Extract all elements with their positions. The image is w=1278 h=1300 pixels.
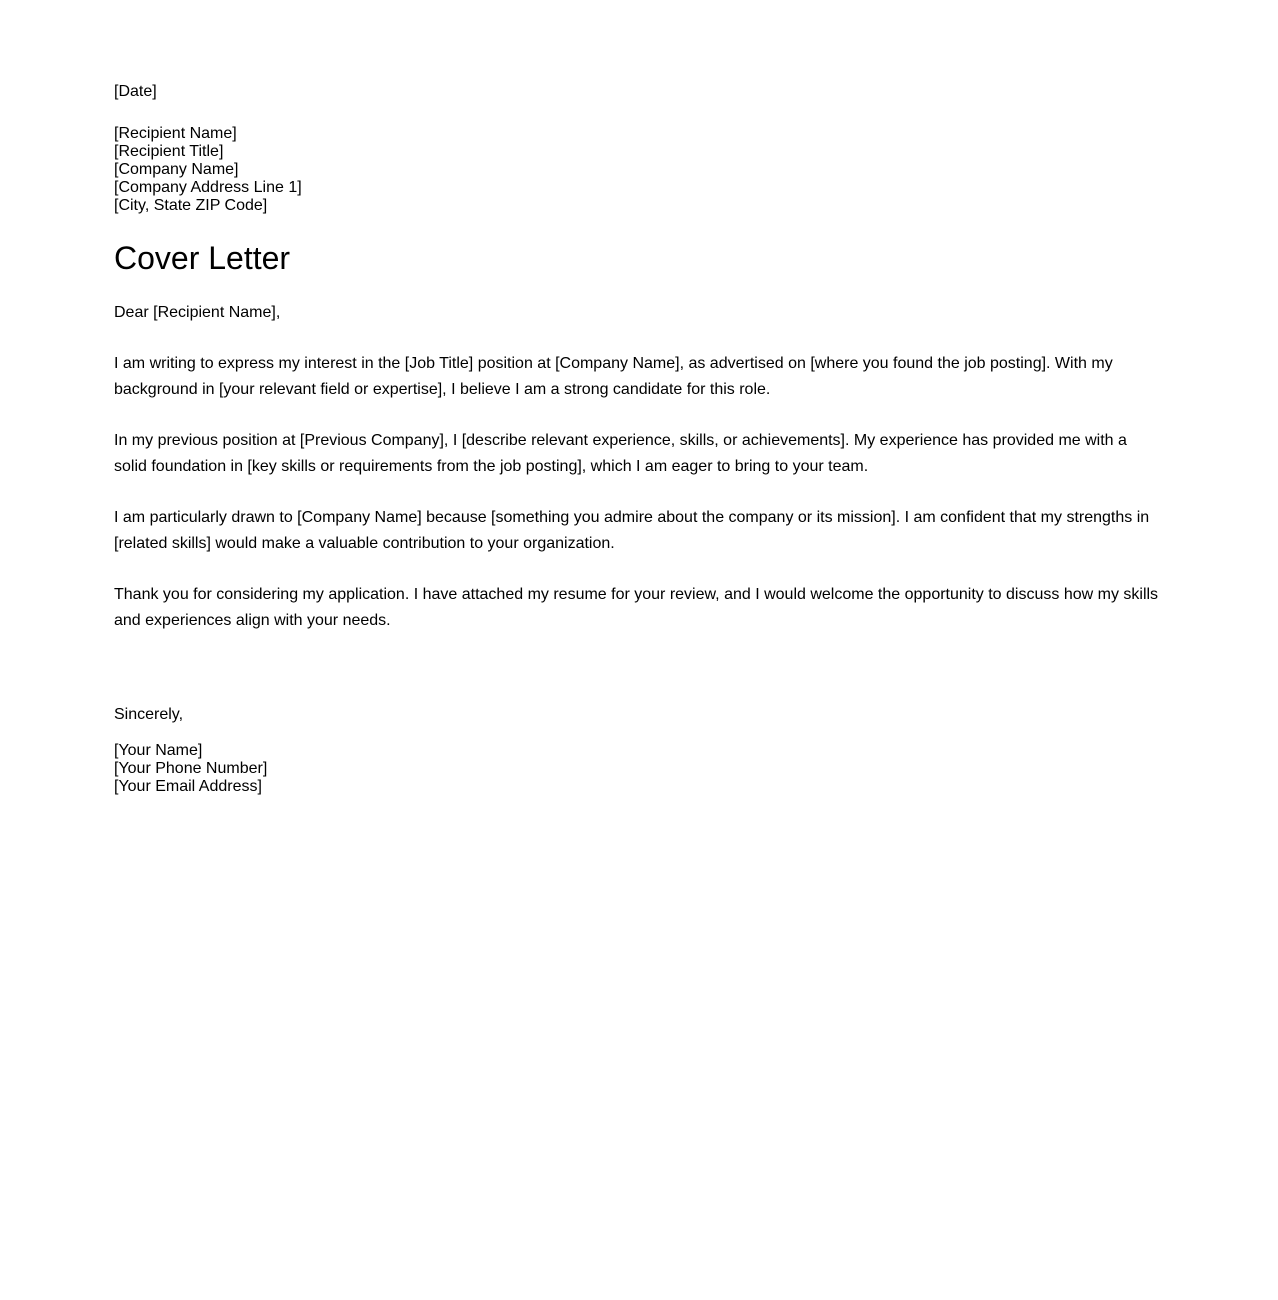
recipient-title: [Recipient Title] [114, 143, 224, 160]
body-paragraph-3: I am particularly drawn to [Company Name] because [something you admire about the company or its mission]. I am confident that my strengths in [related skills] would make a valuable contribution to your organization. [114, 509, 1150, 552]
company-address-line-1: [Company Address Line 1] [114, 179, 302, 196]
signature-block [114, 742, 267, 796]
salutation: Dear [Recipient Name], [114, 304, 281, 321]
your-email-address: [Your Email Address] [114, 778, 262, 795]
body-paragraph-1: I am writing to express my interest in the [Job Title] position at [Company Name], as advertised on [where you found the job posting]. With my background in [your relevant field or expertise], I believe I am a strong candidate for this role. [114, 355, 1113, 398]
body-paragraph-2: In my previous position at [Previous Company], I [describe relevant experience, skills, or achievements]. My experience has provided me with a solid foundation in [key skills or requirements from the job posting], which I am eager to bring to your team. [114, 432, 1127, 475]
city-state-zip: [City, State ZIP Code] [114, 197, 268, 214]
closing: Sincerely, [114, 706, 184, 723]
recipient-name: [Recipient Name] [114, 125, 237, 142]
your-phone-number: [Your Phone Number] [114, 760, 268, 777]
recipient-address-block [114, 125, 302, 215]
letter-title: Cover Letter [114, 240, 291, 276]
body-paragraph-4: Thank you for considering my application. I have attached my resume for your review, and I would welcome the opportunity to discuss how my skills and experiences align with your needs. [114, 586, 1159, 629]
company-name: [Company Name] [114, 161, 239, 178]
letter-date: [Date] [114, 83, 157, 100]
your-name: [Your Name] [114, 742, 203, 759]
